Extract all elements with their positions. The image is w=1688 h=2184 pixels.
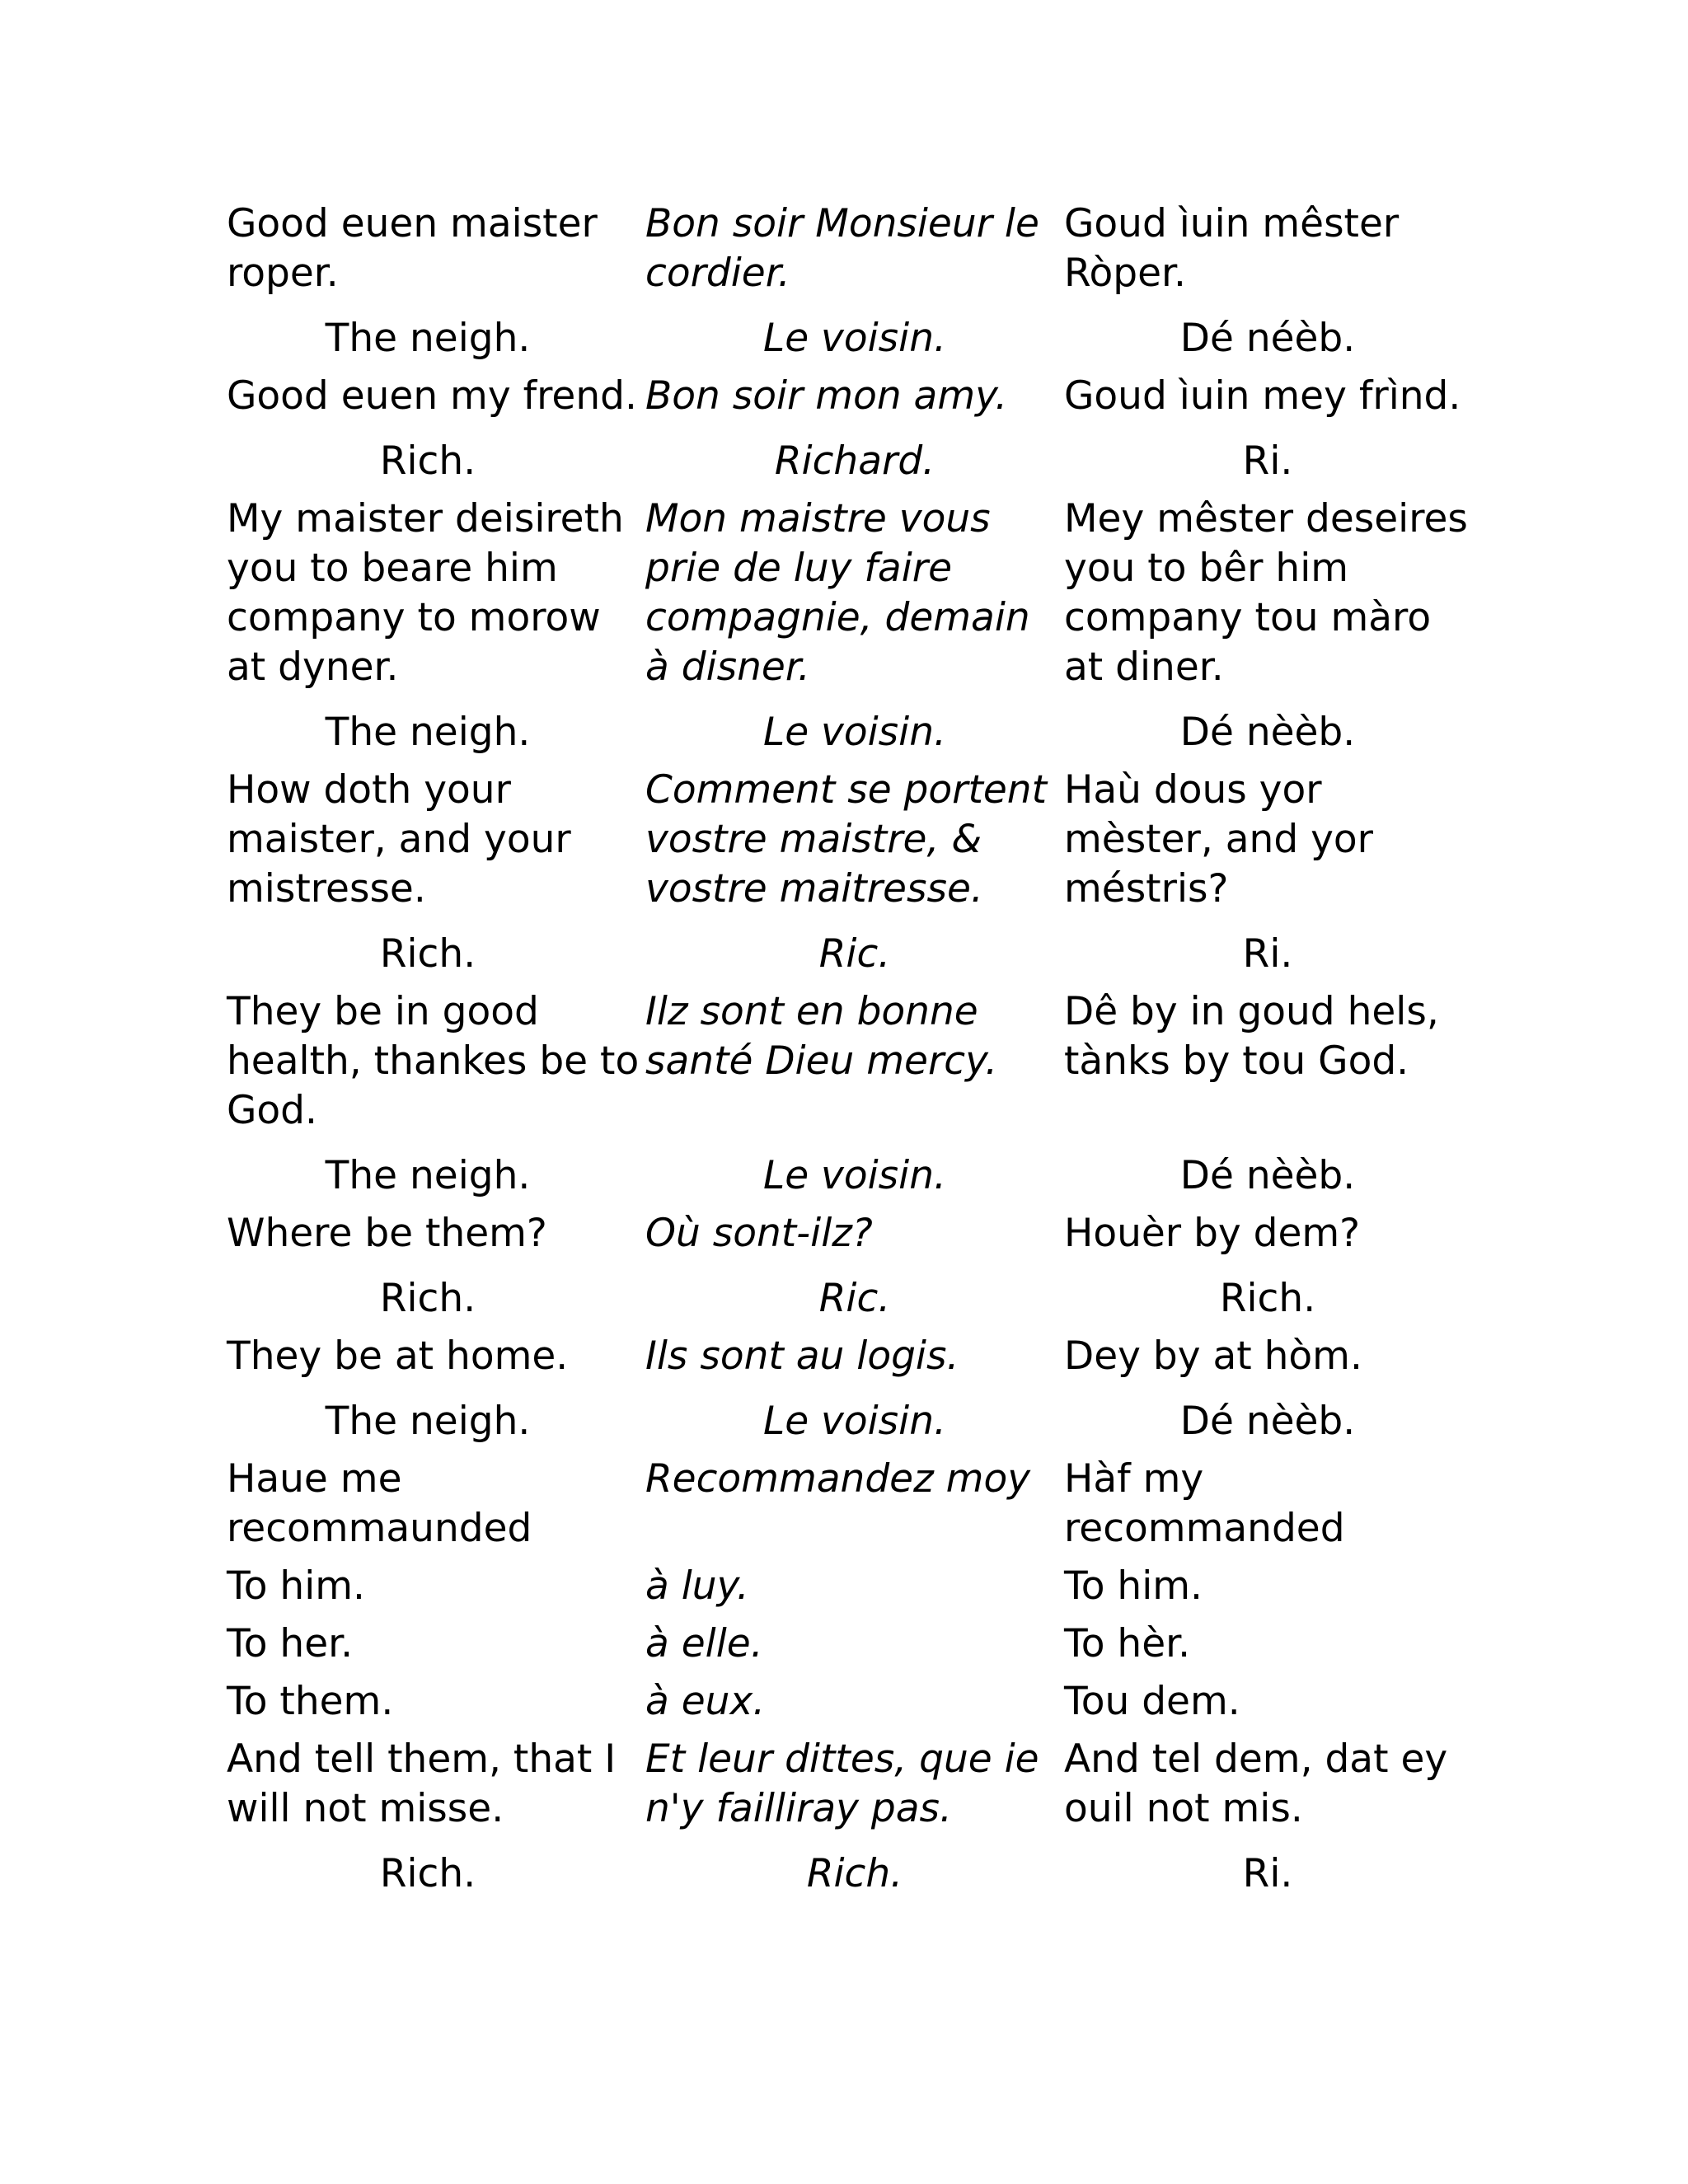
- english-text: They be in good health, thankes be to God.: [227, 989, 640, 1133]
- speaker-heading: [227, 1274, 1479, 1324]
- french-speaker: Le voisin.: [763, 1153, 946, 1198]
- english-text: To them.: [227, 1679, 394, 1724]
- english-text: To her.: [227, 1621, 354, 1666]
- pronunciation-text: To him.: [1064, 1563, 1203, 1609]
- english-text: And tell them, that I will not misse.: [227, 1736, 617, 1831]
- french-text: Et leur dittes, que ie n'y failliray pas.: [645, 1736, 1039, 1831]
- pronunciation-speaker: Ri.: [1242, 438, 1293, 484]
- french-text: Ils sont au logis.: [645, 1333, 959, 1379]
- english-speaker: The neigh.: [325, 710, 531, 755]
- english-text: Haue me recommaunded: [227, 1456, 532, 1551]
- pronunciation-speaker: Ri.: [1242, 1851, 1293, 1896]
- english-speaker: The neigh.: [325, 1153, 531, 1198]
- english-text: Where be them?: [227, 1211, 547, 1256]
- dialogue-line: [227, 1619, 1479, 1669]
- english-text: To him.: [227, 1563, 365, 1609]
- pronunciation-speaker: Dé nèèb.: [1179, 710, 1356, 755]
- english-text: They be at home.: [227, 1333, 569, 1379]
- english-speaker: The neigh.: [325, 1399, 531, 1444]
- french-text: Bon soir mon amy.: [645, 373, 1008, 419]
- french-text: Recommandez moy: [645, 1456, 1031, 1502]
- pronunciation-text: Dey by at hòm.: [1064, 1333, 1362, 1379]
- dialogue-line: [227, 1209, 1479, 1258]
- french-speaker: Le voisin.: [763, 710, 946, 755]
- pronunciation-text: Dê by in goud hels, tànks by tou God.: [1064, 989, 1439, 1084]
- pronunciation-text: Goud ìuin mêster Ròper.: [1064, 201, 1400, 296]
- dialogue-line: [227, 1562, 1479, 1611]
- french-speaker: Le voisin.: [763, 1399, 946, 1444]
- french-speaker: Ric.: [818, 1276, 891, 1321]
- french-text: Mon maistre vous prie de luy faire compagnie, demain à disner.: [645, 496, 1030, 690]
- pronunciation-text: To hèr.: [1064, 1621, 1191, 1666]
- french-speaker: Rich.: [806, 1851, 903, 1896]
- pronunciation-text: Haù dous yor mèster, and yor méstris?: [1064, 767, 1373, 912]
- english-speaker: Rich.: [379, 931, 476, 977]
- trilingual-dialogue: [227, 199, 1479, 1899]
- french-text: à luy.: [645, 1563, 749, 1609]
- dialogue-line: [227, 1677, 1479, 1727]
- dialogue-line: [227, 1455, 1479, 1554]
- english-speaker: Rich.: [379, 438, 476, 484]
- pronunciation-speaker: Ri.: [1242, 931, 1293, 977]
- speaker-heading: [227, 1397, 1479, 1446]
- pronunciation-speaker: Dé nèèb.: [1179, 1153, 1356, 1198]
- french-text: Où sont-ilz?: [645, 1211, 873, 1256]
- dialogue-line: [227, 987, 1479, 1136]
- french-text: Bon soir Monsieur le cordier.: [645, 201, 1039, 296]
- pronunciation-text: Houèr by dem?: [1064, 1211, 1361, 1256]
- english-speaker: Rich.: [379, 1851, 476, 1896]
- french-speaker: Ric.: [818, 931, 891, 977]
- english-text: How doth your maister, and your mistresse.: [227, 767, 571, 912]
- french-text: à eux.: [645, 1679, 766, 1724]
- dialogue-line: [227, 372, 1479, 421]
- french-speaker: Le voisin.: [763, 316, 946, 361]
- pronunciation-text: And tel dem, dat ey ouil not mis.: [1064, 1736, 1448, 1831]
- french-text: Comment se portent vostre maistre, & vostre maitresse.: [645, 767, 1048, 912]
- speaker-heading: [227, 314, 1479, 363]
- dialogue-line: [227, 494, 1479, 692]
- french-text: à elle.: [645, 1621, 763, 1666]
- speaker-heading: [227, 930, 1479, 979]
- english-speaker: The neigh.: [325, 316, 531, 361]
- french-text: Ilz sont en bonne santé Dieu mercy.: [645, 989, 998, 1084]
- speaker-heading: [227, 708, 1479, 757]
- pronunciation-text: Tou dem.: [1064, 1679, 1240, 1724]
- speaker-heading: [227, 1849, 1479, 1899]
- speaker-heading: [227, 437, 1479, 486]
- dialogue-line: [227, 766, 1479, 914]
- pronunciation-speaker: Dé néèb.: [1179, 316, 1356, 361]
- pronunciation-speaker: Rich.: [1219, 1276, 1316, 1321]
- french-speaker: Richard.: [774, 438, 935, 484]
- pronunciation-text: Goud ìuin mey frìnd.: [1064, 373, 1461, 419]
- pronunciation-text: Hàf my recommanded: [1064, 1456, 1345, 1551]
- pronunciation-speaker: Dé nèèb.: [1179, 1399, 1356, 1444]
- dialogue-line: [227, 199, 1479, 298]
- english-text: My maister deisireth you to beare him company to morow at dyner.: [227, 496, 624, 690]
- speaker-heading: [227, 1151, 1479, 1201]
- english-speaker: Rich.: [379, 1276, 476, 1321]
- dialogue-line: [227, 1332, 1479, 1381]
- pronunciation-text: Mey mêster deseires you to bêr him company tou màro at diner.: [1064, 496, 1468, 690]
- english-text: Good euen maister roper.: [227, 201, 598, 296]
- dialogue-line: [227, 1735, 1479, 1834]
- english-text: Good euen my frend.: [227, 373, 637, 419]
